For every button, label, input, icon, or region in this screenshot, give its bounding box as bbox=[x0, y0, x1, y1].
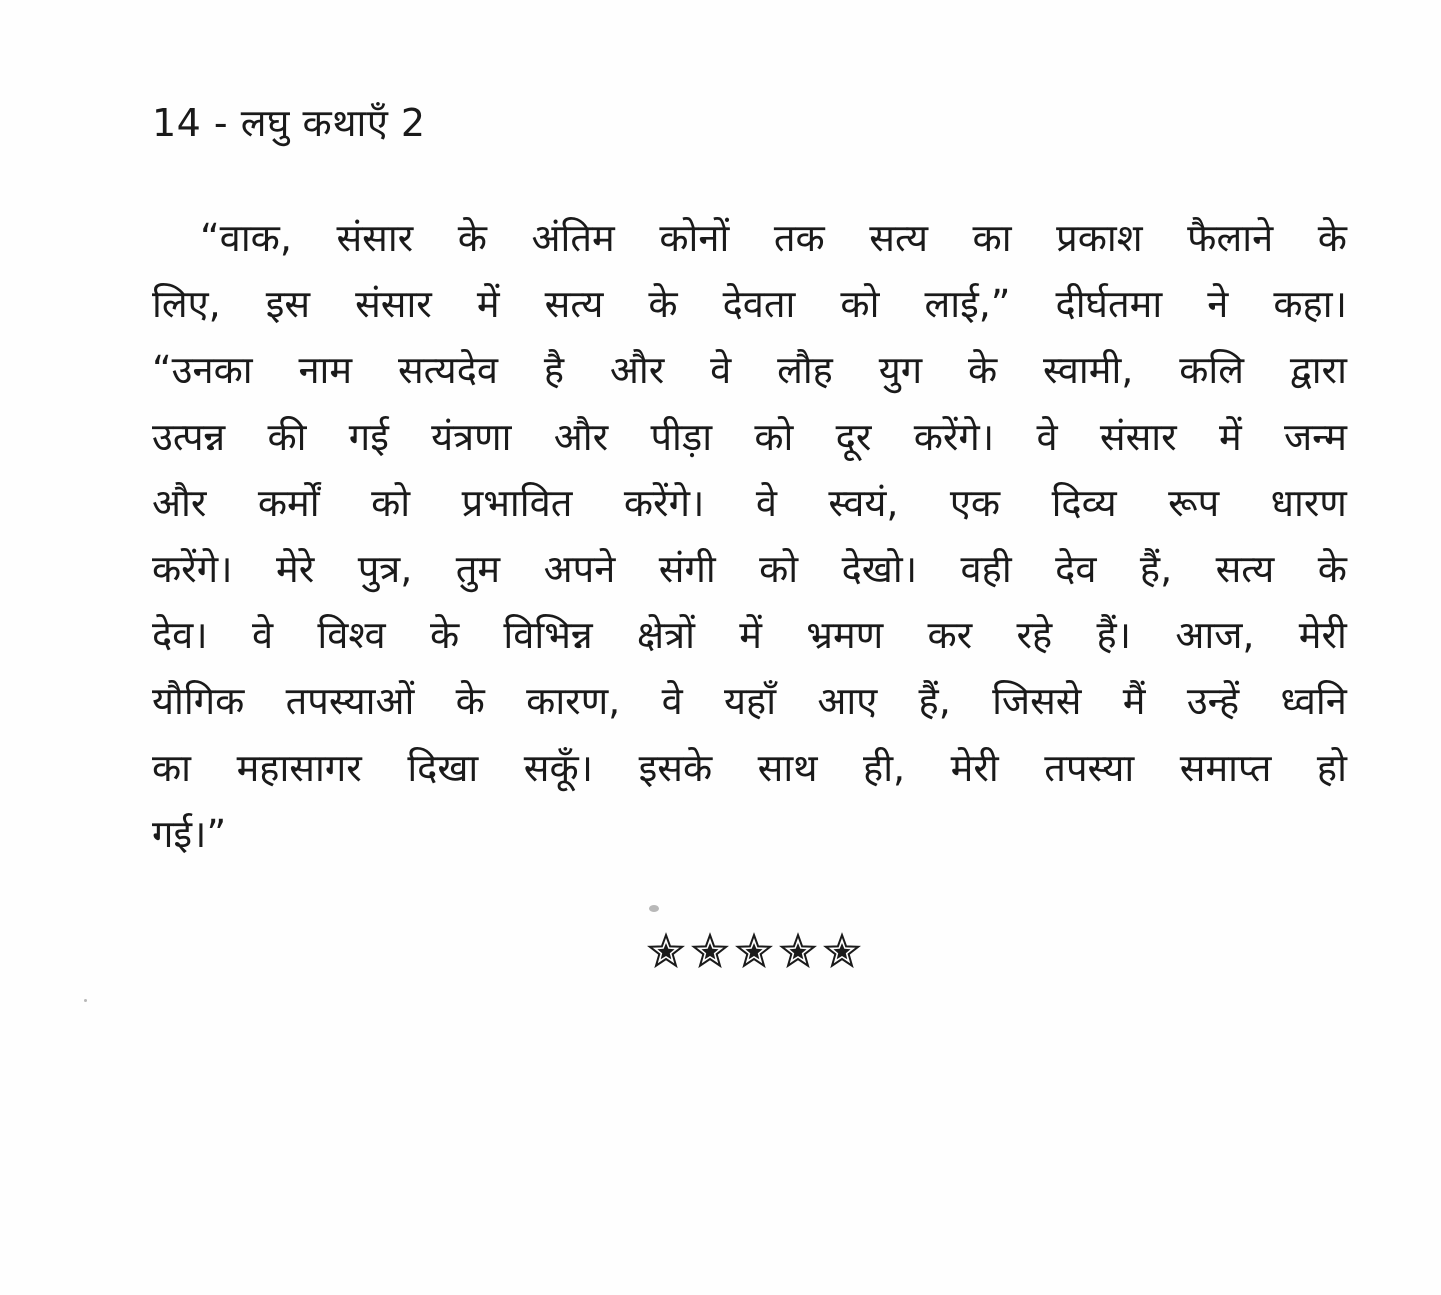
word: देखो। bbox=[841, 546, 918, 591]
word: साथ bbox=[757, 745, 818, 790]
section-end-ornament bbox=[645, 930, 863, 972]
word: सत्य bbox=[1215, 546, 1275, 591]
word: के bbox=[455, 679, 485, 724]
word: के bbox=[967, 348, 998, 393]
word: और bbox=[609, 348, 665, 393]
word: रहे bbox=[1016, 613, 1053, 658]
star-icon bbox=[733, 930, 775, 972]
word: आज, bbox=[1175, 613, 1255, 658]
word: वे bbox=[252, 613, 274, 658]
word: दिखा bbox=[407, 745, 479, 790]
word: सकूँ। bbox=[523, 745, 594, 790]
word: यौगिक bbox=[152, 679, 245, 724]
word: रूप bbox=[1168, 480, 1220, 525]
word: सत्य bbox=[544, 282, 604, 327]
word: जन्म bbox=[1283, 414, 1347, 459]
star-icon bbox=[689, 930, 731, 972]
word: युग bbox=[878, 348, 923, 393]
word: मेरे bbox=[275, 546, 315, 591]
word: दीर्घतमा bbox=[1055, 282, 1163, 327]
word: मैं bbox=[1122, 679, 1146, 724]
word: वे bbox=[755, 480, 777, 525]
word: है bbox=[543, 348, 565, 393]
word: वे bbox=[661, 679, 683, 724]
word: उत्पन्न bbox=[152, 414, 226, 459]
story-paragraph bbox=[152, 205, 1347, 867]
word: फैलाने bbox=[1187, 216, 1274, 260]
word: स्वामी, bbox=[1042, 348, 1134, 393]
word: में bbox=[739, 613, 762, 658]
word: भ्रमण bbox=[806, 613, 884, 658]
word: स्वयं, bbox=[828, 480, 899, 525]
word: क्षेत्रों bbox=[636, 613, 695, 658]
word: हो bbox=[1316, 745, 1347, 790]
word: कर्मों bbox=[257, 480, 320, 525]
star-icon bbox=[645, 930, 687, 972]
word: संगी bbox=[658, 546, 716, 591]
word: लाई,” bbox=[924, 282, 1011, 327]
word: लिए, bbox=[152, 282, 221, 327]
word: धारण bbox=[1270, 480, 1347, 525]
word: सत्यदेव bbox=[397, 348, 499, 393]
word: की bbox=[267, 414, 307, 459]
text-line bbox=[152, 801, 1347, 867]
word: यंत्रणा bbox=[431, 414, 512, 459]
text-line bbox=[152, 271, 1347, 337]
word: वही bbox=[960, 546, 1012, 591]
word: को bbox=[371, 480, 411, 525]
word: के bbox=[648, 282, 678, 327]
word: संसार bbox=[336, 216, 414, 260]
word: हैं, bbox=[918, 679, 951, 724]
word: दिव्य bbox=[1051, 480, 1117, 525]
word: देवता bbox=[722, 282, 796, 327]
text-line bbox=[152, 205, 1347, 271]
word: कोनों bbox=[659, 216, 730, 260]
word: देव bbox=[1055, 546, 1097, 591]
scan-speck bbox=[649, 905, 659, 912]
scan-speck bbox=[84, 999, 87, 1002]
word: कलि bbox=[1179, 348, 1245, 393]
word: विश्व bbox=[317, 613, 386, 658]
text-line bbox=[152, 668, 1347, 734]
word: संसार bbox=[1099, 414, 1177, 459]
word: तुम bbox=[455, 546, 501, 591]
word: में bbox=[1218, 414, 1242, 459]
word: का bbox=[152, 745, 192, 790]
word: के bbox=[429, 613, 460, 658]
word: तपस्या bbox=[1044, 745, 1135, 790]
word: उन्हें bbox=[1186, 679, 1240, 724]
word: यहाँ bbox=[724, 679, 777, 724]
word: प्रभावित bbox=[461, 480, 573, 525]
text-line bbox=[152, 404, 1347, 470]
word: तपस्याओं bbox=[285, 679, 415, 724]
word: मेरी bbox=[950, 745, 999, 790]
word: संसार bbox=[355, 282, 432, 327]
word: जिससे bbox=[992, 679, 1082, 724]
text-line bbox=[152, 602, 1347, 668]
word: लौह bbox=[777, 348, 833, 393]
word: द्वारा bbox=[1289, 348, 1347, 393]
word: एक bbox=[949, 480, 1001, 525]
word: का bbox=[972, 216, 1012, 260]
word: ध्वनि bbox=[1280, 679, 1347, 724]
word: पीड़ा bbox=[650, 414, 713, 459]
word: कर bbox=[927, 613, 973, 658]
word: हैं। bbox=[1096, 613, 1132, 658]
word: आए bbox=[817, 679, 878, 724]
word: के bbox=[1317, 216, 1347, 260]
word: महासागर bbox=[236, 745, 362, 790]
text-line bbox=[152, 337, 1347, 403]
word: को bbox=[754, 414, 794, 459]
word: और bbox=[553, 414, 609, 459]
word: ने bbox=[1207, 282, 1229, 327]
word: करेंगे। bbox=[623, 480, 705, 525]
word: अंतिम bbox=[531, 216, 615, 260]
word: और bbox=[152, 480, 207, 525]
word: ही, bbox=[863, 745, 906, 790]
word: गई।” bbox=[152, 811, 227, 856]
page-header: 14 - लघु कथाएँ 2 bbox=[152, 101, 426, 145]
word: इस bbox=[265, 282, 311, 327]
word: में bbox=[476, 282, 500, 327]
word: “वाक, bbox=[200, 216, 292, 260]
star-icon bbox=[777, 930, 819, 972]
word: सत्य bbox=[869, 216, 928, 260]
word: “उनका bbox=[152, 348, 253, 393]
word: समाप्त bbox=[1179, 745, 1272, 790]
word: नाम bbox=[298, 348, 353, 393]
word: को bbox=[840, 282, 880, 327]
word: कहा। bbox=[1273, 282, 1347, 327]
word: वे bbox=[1036, 414, 1058, 459]
word: इसके bbox=[638, 745, 713, 790]
word: पुत्र, bbox=[357, 546, 413, 591]
word: प्रकाश bbox=[1056, 216, 1143, 260]
text-line bbox=[152, 536, 1347, 602]
word: गई bbox=[348, 414, 389, 459]
word: अपने bbox=[543, 546, 616, 591]
word: करेंगे। bbox=[913, 414, 995, 459]
word: हैं, bbox=[1139, 546, 1173, 591]
word: कारण, bbox=[526, 679, 621, 724]
word: करेंगे। bbox=[152, 546, 233, 591]
star-icon bbox=[821, 930, 863, 972]
word: विभिन्न bbox=[503, 613, 593, 658]
word: को bbox=[759, 546, 799, 591]
word: वे bbox=[710, 348, 732, 393]
text-line bbox=[152, 470, 1347, 536]
text-line bbox=[152, 735, 1347, 801]
word: दूर bbox=[835, 414, 872, 459]
word: के bbox=[457, 216, 487, 260]
word: देव। bbox=[152, 613, 208, 658]
word: के bbox=[1317, 546, 1347, 591]
word: मेरी bbox=[1298, 613, 1347, 658]
word: तक bbox=[773, 216, 825, 260]
